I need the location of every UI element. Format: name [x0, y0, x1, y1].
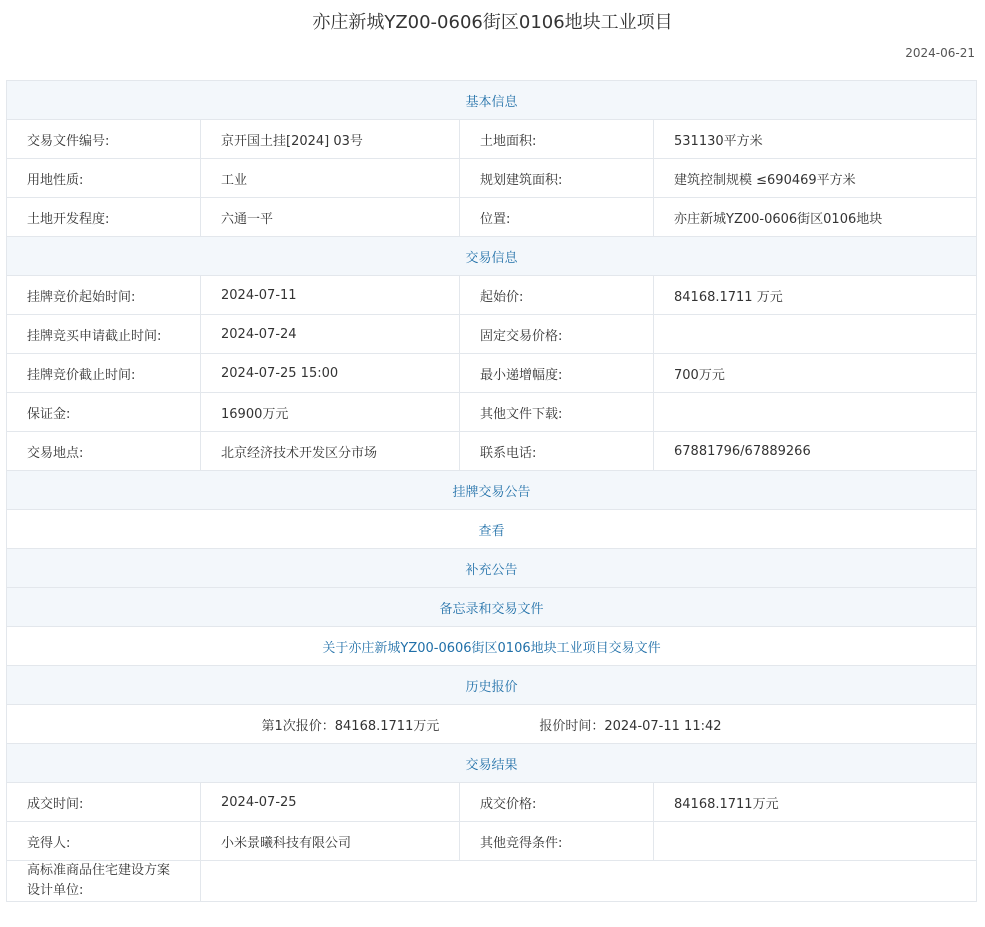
land-info-table	[6, 80, 977, 902]
table-row	[7, 861, 977, 902]
table-row	[7, 198, 977, 237]
field-label: 交易地点:	[7, 432, 201, 471]
bid-price	[261, 715, 439, 734]
bid-time-label: 报价时间：	[539, 718, 605, 734]
field-value: 84168.1711 万元	[654, 276, 977, 315]
field-label: 起始价:	[460, 276, 654, 315]
section-title: 交易信息	[7, 237, 977, 276]
page-title: 亦庄新城YZ00-0606街区0106地块工业项目	[312, 12, 673, 33]
field-label: 成交时间:	[7, 783, 201, 822]
table-row	[7, 432, 977, 471]
link-cell	[7, 627, 977, 666]
field-value: 16900万元	[201, 393, 460, 432]
field-value: 84168.1711万元	[654, 783, 977, 822]
field-value	[201, 861, 977, 902]
section-header-announcement	[7, 471, 977, 510]
table-row	[7, 627, 977, 666]
field-label: 挂牌竞价截止时间:	[7, 354, 201, 393]
section-title: 交易结果	[7, 744, 977, 783]
table-row	[7, 120, 977, 159]
publish-date: 2024-06-21	[905, 46, 975, 60]
field-value: 工业	[201, 159, 460, 198]
field-label: 用地性质:	[7, 159, 201, 198]
bid-price-label: 第1次报价：	[261, 718, 335, 734]
field-label: 位置:	[460, 198, 654, 237]
bid-time-value: 2024-07-11 11:42	[604, 718, 722, 734]
section-header-history	[7, 666, 977, 705]
field-label: 其他文件下载:	[460, 393, 654, 432]
section-header-supplement	[7, 549, 977, 588]
bid-price-value: 84168.1711万元	[334, 718, 440, 734]
field-label: 固定交易价格:	[460, 315, 654, 354]
section-header-memo	[7, 588, 977, 627]
field-value: 建筑控制规模 ≤690469平方米	[654, 159, 977, 198]
field-label: 成交价格:	[460, 783, 654, 822]
field-label: 联系电话:	[460, 432, 654, 471]
field-label: 最小递增幅度:	[460, 354, 654, 393]
section-header-basic	[7, 81, 977, 120]
section-title: 历史报价	[7, 666, 977, 705]
table-row	[7, 276, 977, 315]
field-value	[654, 393, 977, 432]
field-value: 亦庄新城YZ00-0606街区0106地块	[654, 198, 977, 237]
table-row	[7, 705, 977, 744]
section-title: 备忘录和交易文件	[7, 588, 977, 627]
field-label: 挂牌竞买申请截止时间:	[7, 315, 201, 354]
field-value: 小米景曦科技有限公司	[201, 822, 460, 861]
link-cell	[7, 510, 977, 549]
field-value: 北京经济技术开发区分市场	[201, 432, 460, 471]
view-announcement-link[interactable]: 查看	[478, 523, 505, 539]
table-row	[7, 354, 977, 393]
field-value	[654, 315, 977, 354]
table-row	[7, 510, 977, 549]
table-row	[7, 159, 977, 198]
field-value: 2024-07-25 15:00	[201, 354, 460, 393]
field-value: 京开国土挂[2024] 03号	[201, 120, 460, 159]
table-row	[7, 822, 977, 861]
field-label: 土地开发程度:	[7, 198, 201, 237]
field-value: 2024-07-11	[201, 276, 460, 315]
section-title: 挂牌交易公告	[7, 471, 977, 510]
table-row	[7, 783, 977, 822]
field-label: 交易文件编号:	[7, 120, 201, 159]
field-value	[654, 822, 977, 861]
section-title: 基本信息	[7, 81, 977, 120]
field-label: 规划建筑面积:	[460, 159, 654, 198]
field-value: 六通一平	[201, 198, 460, 237]
trade-document-link[interactable]: 关于亦庄新城YZ00-0606街区0106地块工业项目交易文件	[322, 640, 661, 656]
field-value: 2024-07-24	[201, 315, 460, 354]
field-label: 挂牌竞价起始时间:	[7, 276, 201, 315]
field-label: 保证金:	[7, 393, 201, 432]
field-label: 土地面积:	[460, 120, 654, 159]
table-row	[7, 315, 977, 354]
field-value: 700万元	[654, 354, 977, 393]
field-label: 其他竞得条件:	[460, 822, 654, 861]
field-value: 531130平方米	[654, 120, 977, 159]
section-title: 补充公告	[7, 549, 977, 588]
field-label: 高标准商品住宅建设方案设计单位:	[7, 861, 201, 902]
bid-history-cell	[7, 705, 977, 744]
section-header-trade	[7, 237, 977, 276]
field-value: 2024-07-25	[201, 783, 460, 822]
section-header-result	[7, 744, 977, 783]
bid-time	[539, 715, 721, 734]
field-value: 67881796/67889266	[654, 432, 977, 471]
table-row	[7, 393, 977, 432]
field-label: 竞得人:	[7, 822, 201, 861]
